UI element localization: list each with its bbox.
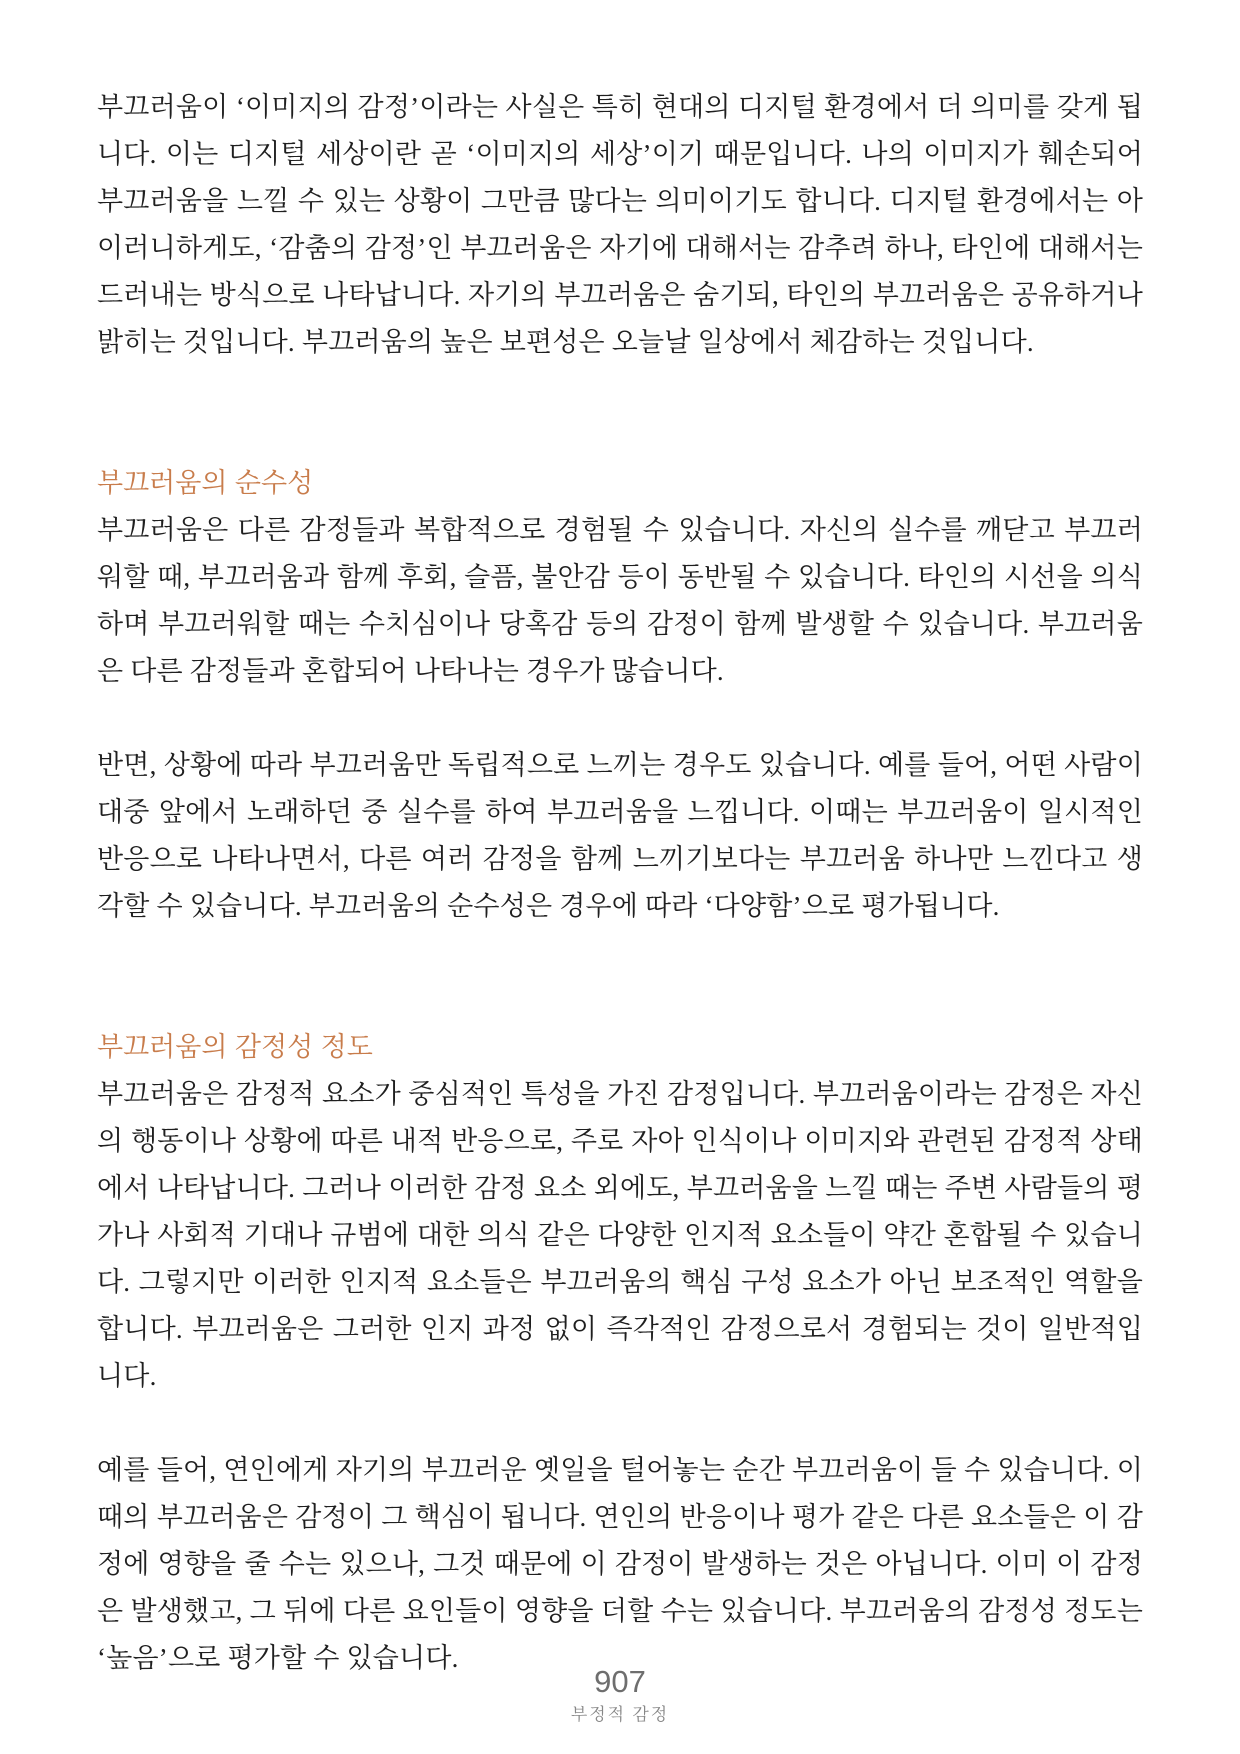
page-footer bbox=[0, 1664, 1240, 1726]
section-heading-purity: 부끄러움의 순수성 bbox=[97, 468, 314, 498]
footer-chapter-label: 부정적 감정 bbox=[570, 1705, 670, 1724]
section-heading-emotionality: 부끄러움의 감정성 정도 bbox=[97, 1032, 373, 1062]
paragraph-purity-1: 부끄러움은 다른 감정들과 복합적으로 경험될 수 있습니다. 자신의 실수를 깨닫고 부끄러워할 때, 부끄러움과 함께 후회, 슬픔, 불안감 등이 동반될 수 있습니다. 타인의 시선을 의식하며 부끄러워할 때는 수치심이나 당혹감 등의 감정이 함께 발생할 수 있습니다. 부끄러움은 다른 감정들과 혼합되어 나타나는 경우가 많습니다. bbox=[97, 515, 1143, 686]
paragraph-emotionality-1: 부끄러움은 감정적 요소가 중심적인 특성을 가진 감정입니다. 부끄러움이라는 감정은 자신의 행동이나 상황에 따른 내적 반응으로, 주로 자아 인식이나 이미지와 관련된 감정적 상태에서 나타납니다. 그러나 이러한 감정 요소 외에도, 부끄러움을 느낄 때는 주변 사람들의 평가나 사회적 기대나 규범에 대한 의식 같은 다양한 인지적 요소들이 약간 혼합될 수 있습니다. 그렇지만 이러한 인지적 요소들은 부끄러움의 핵심 구성 요소가 아닌 보조적인 역할을 합니다. 부끄러움은 그러한 인지 과정 없이 즉각적인 감정으로서 경험되는 것이 일반적입니다. bbox=[97, 1079, 1143, 1391]
page-number: 907 bbox=[594, 1664, 646, 1699]
paragraph-emotionality-2: 예를 들어, 연인에게 자기의 부끄러운 옛일을 털어놓는 순간 부끄러움이 들 수 있습니다. 이때의 부끄러움은 감정이 그 핵심이 됩니다. 연인의 반응이나 평가 같은 다른 요소들은 이 감정에 영향을 줄 수는 있으나, 그것 때문에 이 감정이 발생하는 것은 아닙니다. 이미 이 감정은 발생했고, 그 뒤에 다른 요인들이 영향을 더할 수는 있습니다. 부끄러움의 감정성 정도는 ‘높음’으로 평가할 수 있습니다. bbox=[97, 1455, 1143, 1673]
paragraph-intro: 부끄러움이 ‘이미지의 감정’이라는 사실은 특히 현대의 디지털 환경에서 더 의미를 갖게 됩니다. 이는 디지털 세상이란 곧 ‘이미지의 세상’이기 때문입니다. 나의 이미지가 훼손되어 부끄러움을 느낄 수 있는 상황이 그만큼 많다는 의미이기도 합니다. 디지털 환경에서는 아이러니하게도, ‘감춤의 감정’인 부끄러움은 자기에 대해서는 감추려 하나, 타인에 대해서는 드러내는 방식으로 나타납니다. 자기의 부끄러움은 숨기되, 타인의 부끄러움은 공유하거나 밝히는 것입니다. 부끄러움의 높은 보편성은 오늘날 일상에서 체감하는 것입니다. bbox=[97, 92, 1143, 357]
paragraph-purity-2: 반면, 상황에 따라 부끄러움만 독립적으로 느끼는 경우도 있습니다. 예를 들어, 어떤 사람이 대중 앞에서 노래하던 중 실수를 하여 부끄러움을 느낍니다. 이때는 부끄러움이 일시적인 반응으로 나타나면서, 다른 여러 감정을 함께 느끼기보다는 부끄러움 하나만 느낀다고 생각할 수 있습니다. 부끄러움의 순수성은 경우에 따라 ‘다양함’으로 평가됩니다. bbox=[97, 750, 1143, 921]
page-content bbox=[97, 84, 1143, 1729]
